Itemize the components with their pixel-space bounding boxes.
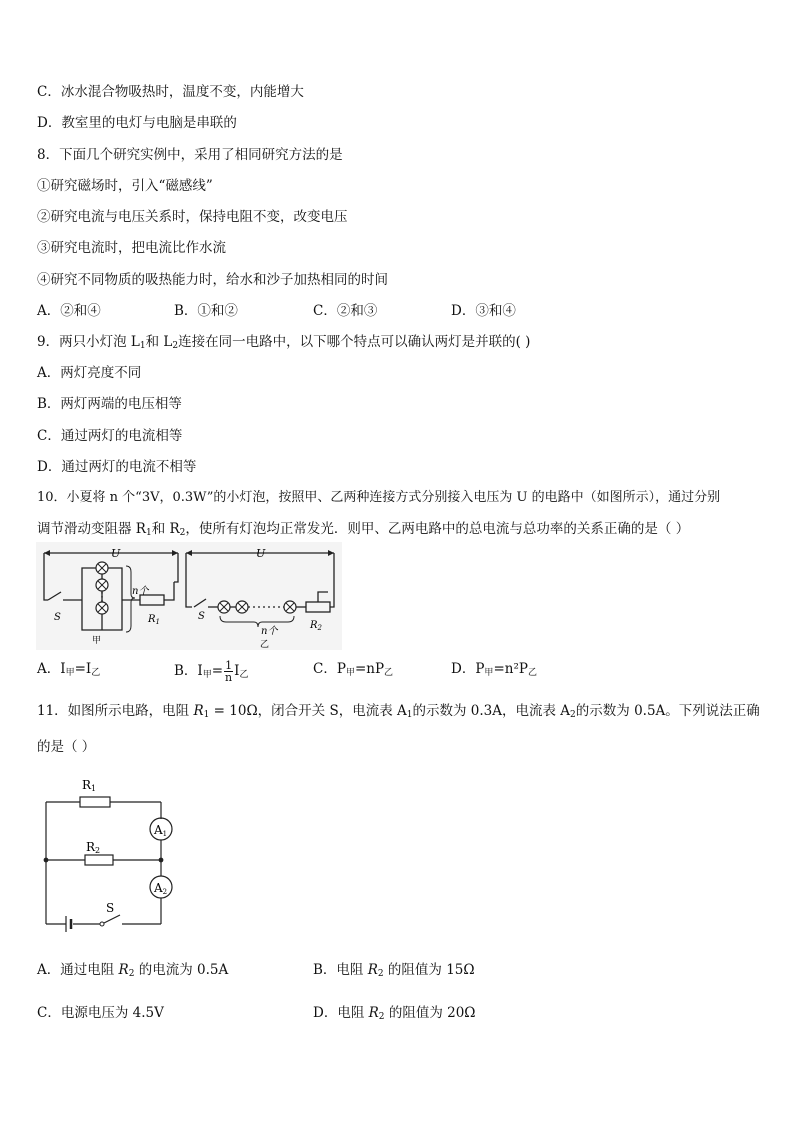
q8-stem: 8．下面几个研究实例中，采用了相同研究方法的是: [37, 147, 343, 163]
svg-text:S: S: [54, 612, 61, 623]
q11-option-b: B．电阻 $R_2$ 的阻值为 15Ω: [313, 962, 475, 979]
q9-stem: 9．两只小灯泡 $L_1$和 $L_2$连接在同一电路中，以下哪个特点可以确认两灯是并联的( ): [37, 334, 531, 351]
svg-text:A1: A1: [154, 823, 168, 838]
q11-stem-line1: 11．如图所示电路，电阻 $R_1 = 10\Omega$，闭合开关 S，电流表 $A_1$的示数为 0.3A，电流表 $A_2$的示数为 0.5A。下列说法正确: [37, 703, 760, 720]
q10-option-a: A．$I_甲=I_乙$: [37, 661, 101, 678]
q10-option-d: D．$P_甲=n^2P_乙$: [451, 661, 537, 678]
svg-text:R1: R1: [82, 778, 97, 793]
svg-text:S: S: [198, 611, 205, 622]
svg-text:R1: $R_1$: [148, 614, 160, 626]
q8-option-c: C．②和③: [313, 303, 378, 319]
q8-option-a: A．②和④: [37, 303, 101, 319]
q8-item-4: ④研究不同物质的吸热能力时，给水和沙子加热相同的时间: [37, 272, 388, 288]
q8-item-1: ①研究磁场时，引入“磁感线”: [37, 178, 213, 194]
q8-item-2: ②研究电流与电压关系时，保持电阻不变，改变电压: [37, 209, 348, 225]
q9-option-c: C．通过两灯的电流相等: [37, 428, 183, 444]
svg-text:U: U: [256, 547, 266, 560]
svg-text:n个: n个: [261, 626, 278, 637]
q8-option-b: B．①和②: [174, 303, 238, 319]
svg-text:n个: n个: [132, 586, 149, 597]
q11-option-d: D．电阻 $R_2$ 的阻值为 20Ω: [313, 1005, 476, 1022]
q11-stem-line2: 的是（ ）: [37, 739, 96, 755]
q9-option-b: B．两灯两端的电压相等: [37, 396, 182, 412]
q10-stem-line2: 调节滑动变阻器 $R_1$和 $R_2$，使所有灯泡均正常发光．则甲、乙两电路中的总电流与总功率的关系正确的是（ ）: [37, 521, 690, 538]
svg-text:A2: A2: [154, 881, 168, 896]
svg-text:R2: R2: [86, 840, 101, 855]
svg-text:甲: 甲: [92, 636, 102, 646]
svg-text:乙: 乙: [260, 640, 270, 650]
svg-text:U: U: [111, 547, 121, 560]
q8-item-3: ③研究电流时，把电流比作水流: [37, 240, 226, 256]
q7-option-d: D．教室里的电灯与电脑是串联的: [37, 115, 237, 131]
q10-option-b: B．$I_甲=$ $\frac{1}{n}$ $I_乙$: [174, 659, 249, 684]
svg-text:S: S: [106, 901, 115, 915]
q11-circuit-figure: [40, 774, 190, 940]
q8-option-d: D．③和④: [451, 303, 516, 319]
q9-option-d: D．通过两灯的电流不相等: [37, 459, 197, 475]
q11-option-c: C．电源电压为 4.5V: [37, 1005, 164, 1021]
q7-option-c: C．冰水混合物吸热时，温度不变，内能增大: [37, 84, 304, 100]
q9-option-a: A．两灯亮度不同: [37, 365, 142, 381]
svg-text:R2: $R_2$: [310, 620, 322, 632]
q10-stem-line1: 10．小夏将 n 个“3V，0.3W”的小灯泡，按照甲、乙两种连接方式分别接入电压为 U 的电路中（如图所示），通过分别: [37, 490, 721, 505]
q10-option-c: C．$P_甲=nP_乙$: [313, 661, 394, 678]
q10-circuit-figure: [36, 542, 342, 650]
q11-option-a: A．通过电阻 $R_2$ 的电流为 0.5A: [37, 962, 229, 979]
